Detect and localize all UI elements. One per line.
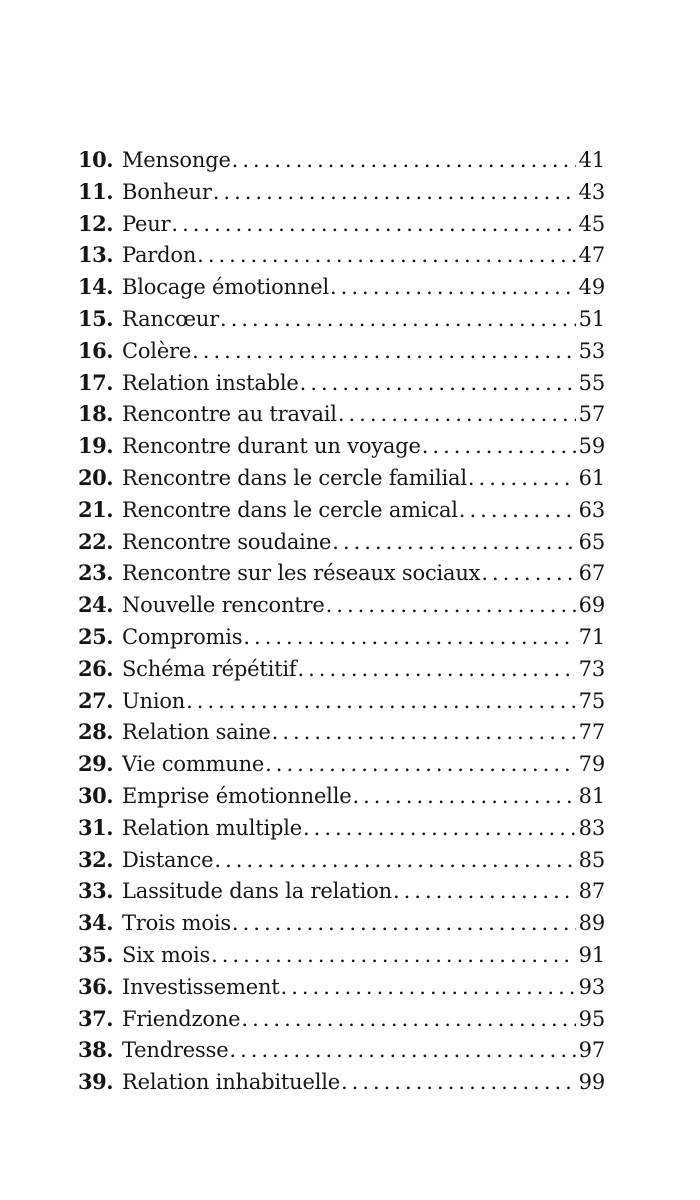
toc-entry-title: Friendzone [122,1006,241,1031]
toc-entry-title: Nouvelle rencontre [122,593,325,618]
toc-entry [78,401,605,433]
toc-entry-page: 61 [578,465,605,490]
toc-entry-title: Rancœur [122,306,220,331]
toc-entry-number: 18. [78,401,114,427]
toc-entry-page: 53 [578,338,605,363]
toc-entry-page: 81 [578,783,605,808]
toc-entry-page: 89 [578,911,605,936]
toc-entry-number: 34. [78,910,114,936]
toc-entry-page: 91 [578,942,605,967]
dot-leader [243,625,575,649]
toc-entry [78,592,605,624]
toc-entry-title: Relation instable [122,370,299,395]
toc-entry [78,942,605,974]
toc-entry-page: 51 [578,306,605,331]
toc-entry [78,656,605,688]
toc-entry-page: 57 [578,402,605,427]
toc-entry-number: 19. [78,433,114,459]
toc-entry-page: 49 [578,275,605,300]
toc-entry-number: 21. [78,496,114,522]
toc-entry [78,1006,605,1038]
dot-leader [338,402,576,426]
toc-entry [78,338,605,370]
dot-leader [459,498,576,522]
toc-entry-number: 29. [78,751,114,777]
toc-entry-number: 37. [78,1005,114,1031]
toc-entry-number: 31. [78,814,114,840]
toc-entry-page: 63 [578,497,605,522]
toc-entry-title: Rencontre dans le cercle familial [122,465,467,490]
toc-entry-title: Emprise émotionnelle [122,783,352,808]
toc-entry [78,1069,605,1101]
toc-entry-number: 23. [78,560,114,586]
toc-entry-number: 28. [78,719,114,745]
toc-entry-number: 39. [78,1069,114,1095]
toc-entry-title: Six mois [122,942,211,967]
toc-entry-number: 32. [78,846,114,872]
toc-entry-number: 10. [78,147,114,172]
dot-leader [297,657,575,681]
toc-entry-number: 24. [78,592,114,618]
toc-entry-page: 71 [578,624,605,649]
toc-entry-page: 85 [578,847,605,872]
dot-leader [213,180,576,204]
dot-leader [300,371,576,395]
toc-entry-page: 65 [578,529,605,554]
toc-entry-title: Trois mois [122,911,231,936]
toc-entry-title: Blocage émotionnel [122,275,329,300]
toc-entry-number: 25. [78,623,114,649]
toc-entry [78,370,605,402]
toc-entry [78,179,605,211]
dot-leader [393,879,576,903]
toc-entry [78,815,605,847]
toc-entry [78,274,605,306]
toc-entry [78,1037,605,1069]
dot-leader [229,1038,575,1062]
toc-entry [78,433,605,465]
toc-entry-page: 45 [578,211,605,236]
toc-entry-page: 67 [578,561,605,586]
dot-leader [481,561,575,585]
toc-entry-title: Rencontre sur les réseaux sociaux [122,561,481,586]
toc-entry-page: 43 [578,179,605,204]
dot-leader [330,275,576,299]
dot-leader [352,784,575,808]
dot-leader [468,466,576,490]
dot-leader [171,212,575,236]
toc-entry-title: Colère [122,338,192,363]
dot-leader [214,848,575,872]
toc-entry-title: Relation saine [122,720,271,745]
toc-entry-page: 75 [578,688,605,713]
toc-entry-number: 22. [78,528,114,554]
toc-entry [78,529,605,561]
toc-entry-page: 77 [578,720,605,745]
toc-entry-page: 93 [578,974,605,999]
toc-entry-number: 20. [78,464,114,490]
toc-entry-number: 26. [78,655,114,681]
toc-entry-page: 69 [578,593,605,618]
dot-leader [220,307,576,331]
toc-entry [78,497,605,529]
toc-entry [78,974,605,1006]
dot-leader [422,434,576,458]
dot-leader [272,720,576,744]
toc-entry-page: 83 [578,815,605,840]
toc-entry [78,465,605,497]
toc-entry-title: Rencontre dans le cercle amical [122,497,458,522]
toc-entry-title: Investissement [122,974,280,999]
toc-entry-page: 97 [578,1038,605,1063]
toc-entry-number: 12. [78,210,114,236]
dot-leader [232,148,576,172]
toc-entry-title: Lassitude dans la relation [122,879,392,904]
dot-leader [192,339,576,363]
toc-entry-number: 15. [78,305,114,331]
toc-entry-number: 13. [78,242,114,268]
toc-entry-title: Bonheur [122,179,212,204]
toc-entry [78,688,605,720]
dot-leader [232,911,576,935]
toc-entry [78,719,605,751]
toc-entry-number: 11. [78,178,114,204]
toc-entry-page: 95 [578,1006,605,1031]
toc-entry-number: 17. [78,369,114,395]
toc-entry-page: 59 [578,434,605,459]
toc-entry [78,847,605,879]
toc-entry-title: Union [122,688,186,713]
toc-entry [78,306,605,338]
dot-leader [341,1070,576,1094]
dot-leader [241,1007,575,1031]
toc-entry-title: Vie commune [122,752,265,777]
toc-list [78,147,605,1101]
toc-entry-page: 99 [578,1070,605,1095]
toc-entry [78,751,605,783]
toc-entry [78,910,605,942]
toc-entry [78,242,605,274]
toc-entry-page: 55 [578,370,605,395]
toc-entry-title: Relation inhabituelle [122,1070,340,1095]
toc-entry [78,878,605,910]
dot-leader [197,243,576,267]
toc-entry-number: 30. [78,782,114,808]
toc-entry-title: Tendresse [122,1038,229,1063]
toc-entry-number: 27. [78,687,114,713]
toc-entry-title: Distance [122,847,214,872]
toc-entry-number: 14. [78,274,114,300]
dot-leader [332,530,575,554]
toc-entry [78,783,605,815]
toc-entry-number: 38. [78,1037,114,1063]
dot-leader [265,752,576,776]
toc-entry-page: 47 [578,243,605,268]
toc-entry-number: 16. [78,337,114,363]
toc-entry-title: Rencontre durant un voyage [122,434,421,459]
toc-entry-page: 87 [578,879,605,904]
toc-entry-page: 41 [578,148,605,172]
toc-entry-title: Compromis [122,624,243,649]
toc-entry-number: 36. [78,973,114,999]
toc-entry-title: Rencontre au travail [122,402,337,427]
toc-entry-title: Schéma répétitif [122,656,297,681]
toc-entry [78,624,605,656]
toc-entry-title: Relation multiple [122,815,302,840]
toc-entry-title: Peur [122,211,171,236]
toc-entry-page: 73 [578,656,605,681]
toc-entry-title: Rencontre soudaine [122,529,332,554]
toc-entry-title: Mensonge [122,148,231,172]
dot-leader [186,689,576,713]
dot-leader [326,593,576,617]
toc-entry [78,211,605,243]
toc-entry-page: 79 [578,752,605,777]
dot-leader [211,943,576,967]
toc-entry-number: 35. [78,941,114,967]
toc-entry [78,147,605,179]
toc-entry [78,560,605,592]
dot-leader [281,975,576,999]
dot-leader [303,816,576,840]
toc-entry-number: 33. [78,878,114,904]
toc-entry-title: Pardon [122,243,197,268]
